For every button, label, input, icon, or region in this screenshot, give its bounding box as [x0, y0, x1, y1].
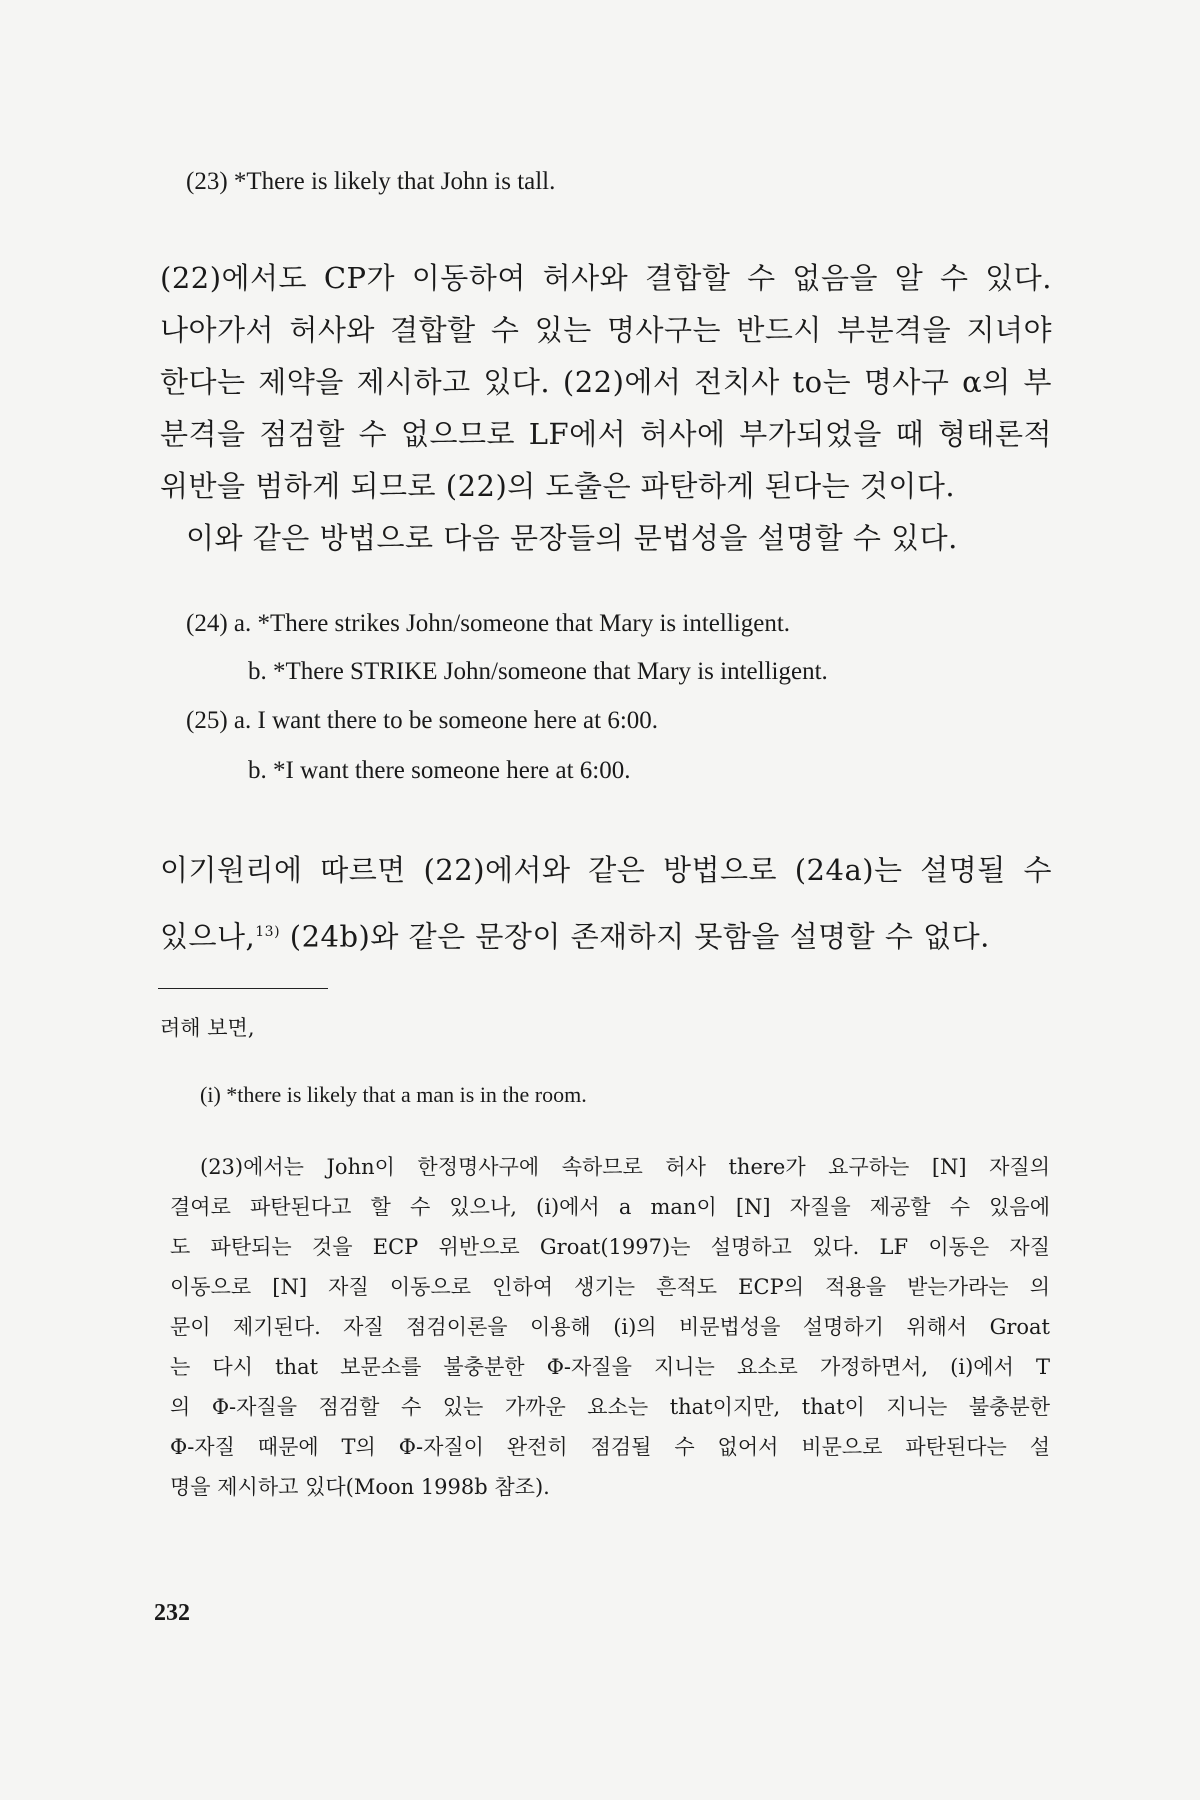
- page-number: 232: [154, 1600, 190, 1626]
- footnote-line-4: 이동으로 [N] 자질 이동으로 인하여 생기는 흔적도 ECP의 적용을 받는가라는 의: [170, 1275, 1050, 1299]
- example-25a: (25) a. I want there to be someone here at 6:00.: [186, 707, 659, 734]
- paragraph-1-line-4: 분격을 점검할 수 없으므로 LF에서 허사에 부가되었을 때 형태론적: [160, 417, 1052, 451]
- footnote-line-1: (23)에서는 John이 한정명사구에 속하므로 허사 there가 요구하는 [N] 자질의: [200, 1155, 1050, 1179]
- example-24a: (24) a. *There strikes John/someone that Mary is intelligent.: [186, 610, 791, 637]
- footnote-lead: 려해 보면,: [160, 1016, 255, 1040]
- footnote-example-i: (i) *there is likely that a man is in the room.: [200, 1082, 587, 1107]
- paragraph-1-line-2: 나아가서 허사와 결합할 수 있는 명사구는 반드시 부분격을 지녀야: [160, 313, 1052, 347]
- paragraph-1-line-3: 한다는 제약을 제시하고 있다. (22)에서 전치사 to는 명사구 α의 부: [160, 365, 1052, 399]
- example-24b: b. *There STRIKE John/someone that Mary is intelligent.: [248, 658, 828, 685]
- footnote-line-5: 문이 제기된다. 자질 점검이론을 이용해 (i)의 비문법성을 설명하기 위해서 Groat: [170, 1315, 1050, 1339]
- footnote-line-6: 는 다시 that 보문소를 불충분한 Φ-자질을 지니는 요소로 가정하면서, (i)에서 T: [170, 1355, 1050, 1379]
- footnote-line-8: Φ-자질 때문에 T의 Φ-자질이 완전히 점검될 수 없어서 비문으로 파탄된다는 설: [170, 1435, 1050, 1459]
- paragraph-1-line-6: 이와 같은 방법으로 다음 문장들의 문법성을 설명할 수 있다.: [186, 521, 958, 555]
- footnote-line-2: 결여로 파탄된다고 할 수 있으나, (i)에서 a man이 [N] 자질을 제공할 수 있음에: [170, 1195, 1050, 1219]
- paragraph-2-text-b: (24b)와 같은 문장이 존재하지 못함을 설명할 수 없다.: [289, 919, 990, 954]
- example-23: (23) *There is likely that John is tall.: [186, 168, 556, 195]
- footnote-line-3: 도 파탄되는 것을 ECP 위반으로 Groat(1997)는 설명하고 있다. LF 이동은 자질: [170, 1235, 1050, 1259]
- footnote-line-7: 의 Φ-자질을 점검할 수 있는 가까운 요소는 that이지만, that이 지니는 불충분한: [170, 1395, 1050, 1419]
- footnote-divider: [158, 988, 328, 989]
- paragraph-2-line-1: 이기원리에 따르면 (22)에서와 같은 방법으로 (24a)는 설명될 수: [160, 853, 1052, 887]
- example-25b: b. *I want there someone here at 6:00.: [248, 757, 631, 784]
- footnote-ref-13[interactable]: 13): [255, 924, 281, 940]
- paragraph-2-line-2: [160, 912, 1052, 957]
- paragraph-1-line-1: (22)에서도 CP가 이동하여 허사와 결합할 수 없음을 알 수 있다.: [160, 261, 1052, 295]
- footnote-line-9: 명을 제시하고 있다(Moon 1998b 참조).: [170, 1475, 550, 1499]
- paragraph-2-text-a: 있으나,: [160, 919, 256, 954]
- paragraph-1-line-5: 위반을 범하게 되므로 (22)의 도출은 파탄하게 된다는 것이다.: [160, 469, 956, 503]
